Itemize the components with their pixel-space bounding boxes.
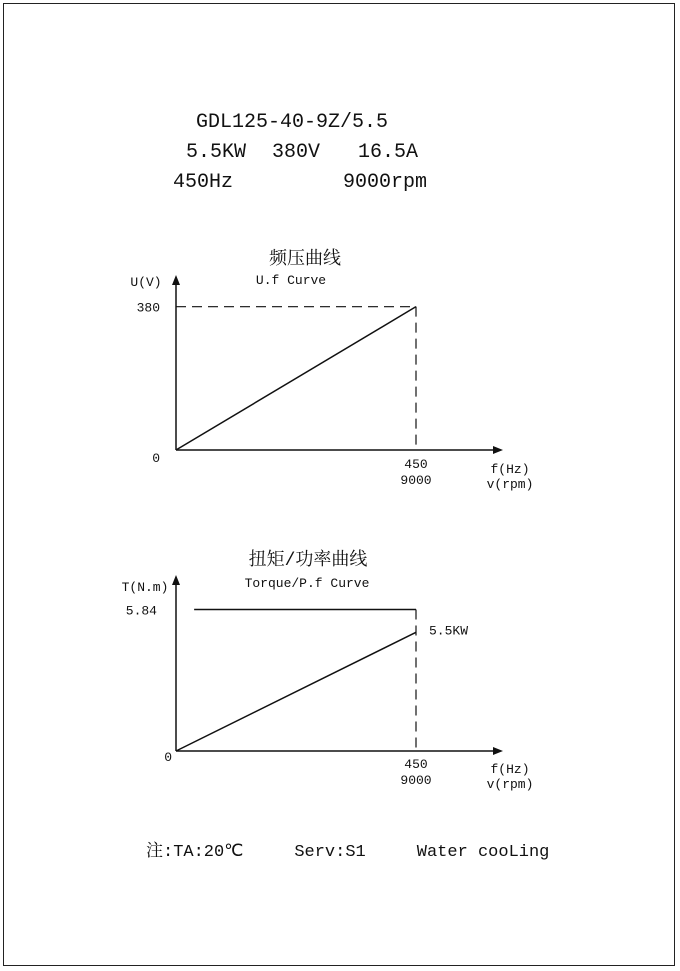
chart2-origin-label: 0 [164, 750, 172, 765]
chart2-ylabel: T(N.m) [121, 580, 169, 595]
voltage-label: 380V [272, 141, 321, 164]
uf-curve-chart [0, 240, 680, 500]
chart2-x-tick: 450 [404, 757, 428, 772]
chart1-ylabel: U(V) [130, 275, 162, 290]
current-label: 16.5A [358, 141, 419, 164]
chart2-subtitle: Torque/P.f Curve [244, 576, 370, 591]
footnote [146, 836, 549, 862]
note-ta: TA:20℃ [173, 843, 244, 862]
chart1-xlabel2: v(rpm) [486, 477, 534, 492]
model-label: GDL125-40-9Z/5.5 [196, 111, 389, 134]
note-prefix: 注: [146, 843, 174, 862]
chart2-y-tick: 5.84 [125, 603, 157, 619]
chart2-x-arrow-icon [493, 747, 503, 755]
chart2-xlabel: f(Hz) [490, 762, 530, 777]
chart2-power-label: 5.5KW [429, 623, 469, 639]
note-serv: Serv:S1 [294, 843, 366, 862]
chart1-title: 频压曲线 [269, 250, 341, 270]
power-label: 5.5KW [186, 141, 247, 164]
chart1-voltage-line [176, 307, 416, 450]
note-cooling: Water cooLing [416, 843, 550, 862]
chart1-x-arrow-icon [493, 446, 503, 454]
chart1-origin-label: 0 [152, 451, 160, 466]
chart1-x-tick-rpm: 9000 [400, 473, 432, 488]
chart2-x-tick-rpm: 9000 [400, 773, 432, 788]
chart2-title: 扭矩/功率曲线 [248, 551, 368, 571]
chart2-y-arrow-icon [172, 575, 180, 585]
chart1-subtitle: U.f Curve [255, 273, 327, 288]
frequency-label: 450Hz [173, 171, 234, 194]
speed-label: 9000rpm [343, 171, 428, 194]
torque-power-chart [0, 540, 680, 800]
chart1-y-tick: 380 [136, 300, 160, 316]
chart1-xlabel: f(Hz) [490, 462, 530, 477]
chart2-xlabel2: v(rpm) [486, 777, 534, 792]
chart2-power-line [176, 632, 416, 751]
chart1-y-arrow-icon [172, 275, 180, 285]
chart1-x-tick: 450 [404, 457, 428, 472]
